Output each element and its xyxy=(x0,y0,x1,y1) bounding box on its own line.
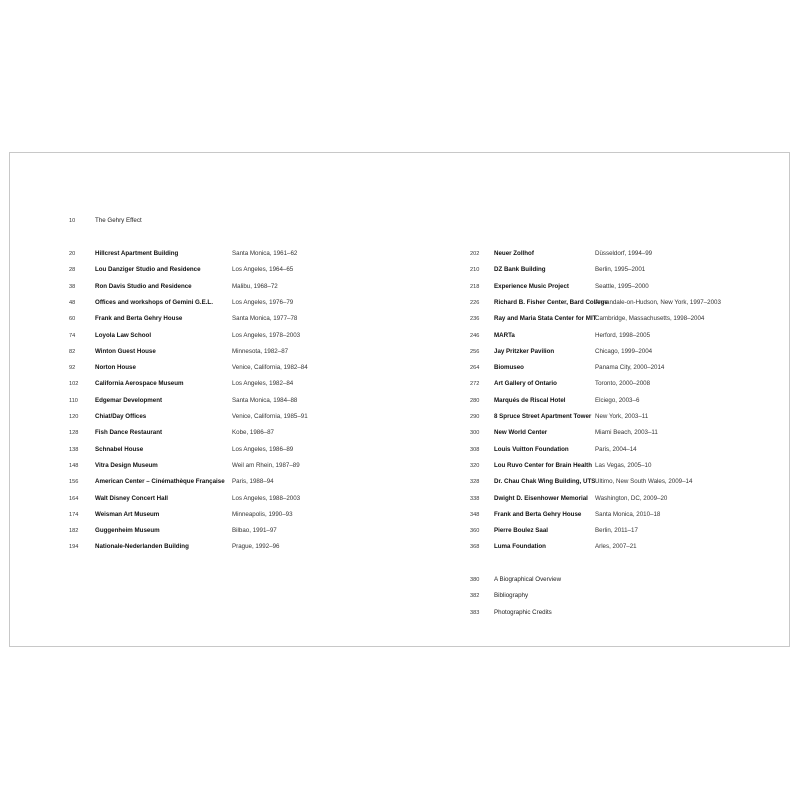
entry-place-date: Malibu, 1968–72 xyxy=(232,282,278,290)
page-number: 264 xyxy=(470,365,480,372)
entry-place-date: Arles, 2007–21 xyxy=(595,543,637,551)
entry-title: Dwight D. Eisenhower Memorial xyxy=(494,494,588,502)
entry-title: Loyola Law School xyxy=(95,331,152,339)
page-number: 92 xyxy=(69,365,76,372)
entry-title: Ron Davis Studio and Residence xyxy=(95,282,192,290)
entry-place-date: Santa Monica, 1977–78 xyxy=(232,315,298,323)
entry-title: Jay Pritzker Pavilion xyxy=(494,347,555,355)
entry-place-date: Ultimo, New South Wales, 2009–14 xyxy=(595,478,693,486)
page-number: 194 xyxy=(69,544,79,551)
entry-title: Frank and Berta Gehry House xyxy=(95,315,183,323)
entry-place-date: Santa Monica, 2010–18 xyxy=(595,510,661,518)
entry-title: Frank and Berta Gehry House xyxy=(494,510,582,518)
entry-title: Pierre Boulez Saal xyxy=(494,527,548,535)
page-number: 256 xyxy=(470,348,480,355)
page-number: 348 xyxy=(470,511,480,518)
page-number: 210 xyxy=(470,267,480,274)
page-number: 102 xyxy=(69,381,79,388)
entry-title: Ray and Maria Stata Center for MIT xyxy=(494,315,597,323)
page-number: 38 xyxy=(69,283,76,290)
entry-place-date: Paris, 1988–94 xyxy=(232,478,274,486)
entry-place-date: Toronto, 2000–2008 xyxy=(595,380,651,388)
entry-place-date: Berlin, 2011–17 xyxy=(595,527,638,535)
entry-place-date: Panama City, 2000–2014 xyxy=(595,364,665,372)
entry-title: The Gehry Effect xyxy=(95,217,142,224)
entry-title: Bibliography xyxy=(494,592,529,600)
entry-place-date: Minnesota, 1982–87 xyxy=(232,347,289,355)
entry-title: Lou Danziger Studio and Residence xyxy=(95,266,201,274)
page-number: 48 xyxy=(69,299,76,306)
page-number: 380 xyxy=(470,577,480,583)
entry-title: Vitra Design Museum xyxy=(95,461,158,469)
entry-title: Weisman Art Museum xyxy=(95,510,160,518)
entry-place-date: Los Angeles, 1978–2003 xyxy=(232,331,301,339)
entry-title: Offices and workshops of Gemini G.E.L. xyxy=(95,298,213,306)
entry-place-date: Bilbao, 1991–97 xyxy=(232,527,277,535)
entry-title: Experience Music Project xyxy=(494,282,569,290)
entry-place-date: Los Angeles, 1986–89 xyxy=(232,445,294,453)
entry-title: Neuer Zollhof xyxy=(494,250,534,257)
entry-place-date: Herford, 1998–2005 xyxy=(595,331,651,339)
entry-place-date: Santa Monica, 1961–62 xyxy=(232,250,298,257)
entry-title: Lou Ruvo Center for Brain Health xyxy=(494,461,592,469)
entry-place-date: Los Angeles, 1976–79 xyxy=(232,298,294,306)
page-number: 226 xyxy=(470,299,480,306)
entry-title: Art Gallery of Ontario xyxy=(494,380,557,388)
entry-title: Photographic Credits xyxy=(494,608,552,616)
entry-title: Guggenheim Museum xyxy=(95,527,160,535)
entry-place-date: Annandale-on-Hudson, New York, 1997–2003 xyxy=(595,298,721,306)
entry-place-date: Cambridge, Massachusetts, 1998–2004 xyxy=(595,315,705,323)
entry-title: New World Center xyxy=(494,429,548,437)
entry-place-date: Seattle, 1995–2000 xyxy=(595,282,649,290)
page-number: 328 xyxy=(470,479,480,486)
entry-place-date: Los Angeles, 1964–65 xyxy=(232,266,294,274)
entry-place-date: Prague, 1992–96 xyxy=(232,543,280,551)
entry-title: Dr. Chau Chak Wing Building, UTS xyxy=(494,478,596,486)
page-number: 148 xyxy=(69,462,79,469)
entry-place-date: Düsseldorf, 1994–99 xyxy=(595,250,653,257)
page-number: 218 xyxy=(470,283,480,290)
page-number: 368 xyxy=(470,544,480,551)
page-number: 74 xyxy=(69,332,76,339)
page-number: 382 xyxy=(470,593,480,600)
entry-title: Fish Dance Restaurant xyxy=(95,429,163,437)
entry-title: Walt Disney Concert Hall xyxy=(95,494,169,502)
entry-title: A Biographical Overview xyxy=(494,576,562,583)
entry-place-date: New York, 2003–11 xyxy=(595,413,649,420)
page-number: 164 xyxy=(69,495,79,502)
entry-title: Schnabel House xyxy=(95,445,144,453)
entry-title: MARTa xyxy=(494,331,515,339)
entry-place-date: Elciego, 2003–6 xyxy=(595,396,640,404)
page-number: 128 xyxy=(69,430,79,437)
entry-place-date: Washington, DC, 2009–20 xyxy=(595,494,668,502)
book-spread xyxy=(9,152,790,647)
entry-place-date: Venice, California, 1982–84 xyxy=(232,364,308,372)
page-number: 236 xyxy=(470,316,480,323)
page-number: 300 xyxy=(470,430,480,437)
entry-title: American Center – Cinémathèque Française xyxy=(95,478,225,486)
page-number: 28 xyxy=(69,267,76,274)
page-number: 182 xyxy=(69,528,79,535)
page-number: 60 xyxy=(69,316,76,323)
entry-title: Louis Vuitton Foundation xyxy=(494,445,569,453)
entry-title: Richard B. Fisher Center, Bard College xyxy=(494,298,608,306)
page-number: 280 xyxy=(470,397,480,404)
page-number: 138 xyxy=(69,446,79,453)
entry-title: Hillcrest Apartment Building xyxy=(95,250,179,257)
entry-title: Marqués de Riscal Hotel xyxy=(494,396,566,404)
entry-place-date: Santa Monica, 1984–88 xyxy=(232,396,298,404)
page-number: 338 xyxy=(470,495,480,502)
entry-title: 8 Spruce Street Apartment Tower xyxy=(494,413,592,420)
page-number: 156 xyxy=(69,479,79,486)
entry-title: Biomuseo xyxy=(494,364,524,372)
entry-title: Norton House xyxy=(95,364,136,372)
page-number: 320 xyxy=(470,462,480,469)
entry-title: California Aerospace Museum xyxy=(95,380,184,388)
page-number: 202 xyxy=(470,251,480,257)
entry-place-date: Venice, California, 1985–91 xyxy=(232,413,308,420)
page-number: 174 xyxy=(69,511,79,518)
entry-place-date: Miami Beach, 2003–11 xyxy=(595,429,658,437)
entry-title: DZ Bank Building xyxy=(494,266,546,274)
entry-place-date: Paris, 2004–14 xyxy=(595,445,637,453)
right-page xyxy=(400,153,791,646)
entry-place-date: Weil am Rhein, 1987–89 xyxy=(232,461,300,469)
page-number: 20 xyxy=(69,251,76,257)
page-number: 120 xyxy=(69,414,79,420)
entry-title: Edgemar Development xyxy=(95,396,163,404)
entry-place-date: Las Vegas, 2005–10 xyxy=(595,461,652,469)
entry-place-date: Los Angeles, 1988–2003 xyxy=(232,494,301,502)
page-number: 110 xyxy=(69,397,78,404)
entry-title: Chiat/Day Offices xyxy=(95,413,147,420)
page-number: 290 xyxy=(470,414,480,420)
page-number: 308 xyxy=(470,446,480,453)
page-number: 272 xyxy=(470,381,480,388)
page-number: 246 xyxy=(470,332,480,339)
entry-title: Luma Foundation xyxy=(494,543,546,551)
entry-title: Nationale-Nederlanden Building xyxy=(95,543,189,551)
entry-place-date: Los Angeles, 1982–84 xyxy=(232,380,294,388)
page-number: 10 xyxy=(69,218,76,224)
page-number: 360 xyxy=(470,528,480,535)
entry-place-date: Kobe, 1986–87 xyxy=(232,429,274,437)
entry-place-date: Chicago, 1999–2004 xyxy=(595,347,653,355)
entry-title: Winton Guest House xyxy=(95,347,156,355)
entry-place-date: Minneapolis, 1990–93 xyxy=(232,510,293,518)
entry-place-date: Berlin, 1995–2001 xyxy=(595,266,646,274)
page-number: 383 xyxy=(470,609,480,616)
page-number: 82 xyxy=(69,348,76,355)
left-page xyxy=(10,153,400,646)
